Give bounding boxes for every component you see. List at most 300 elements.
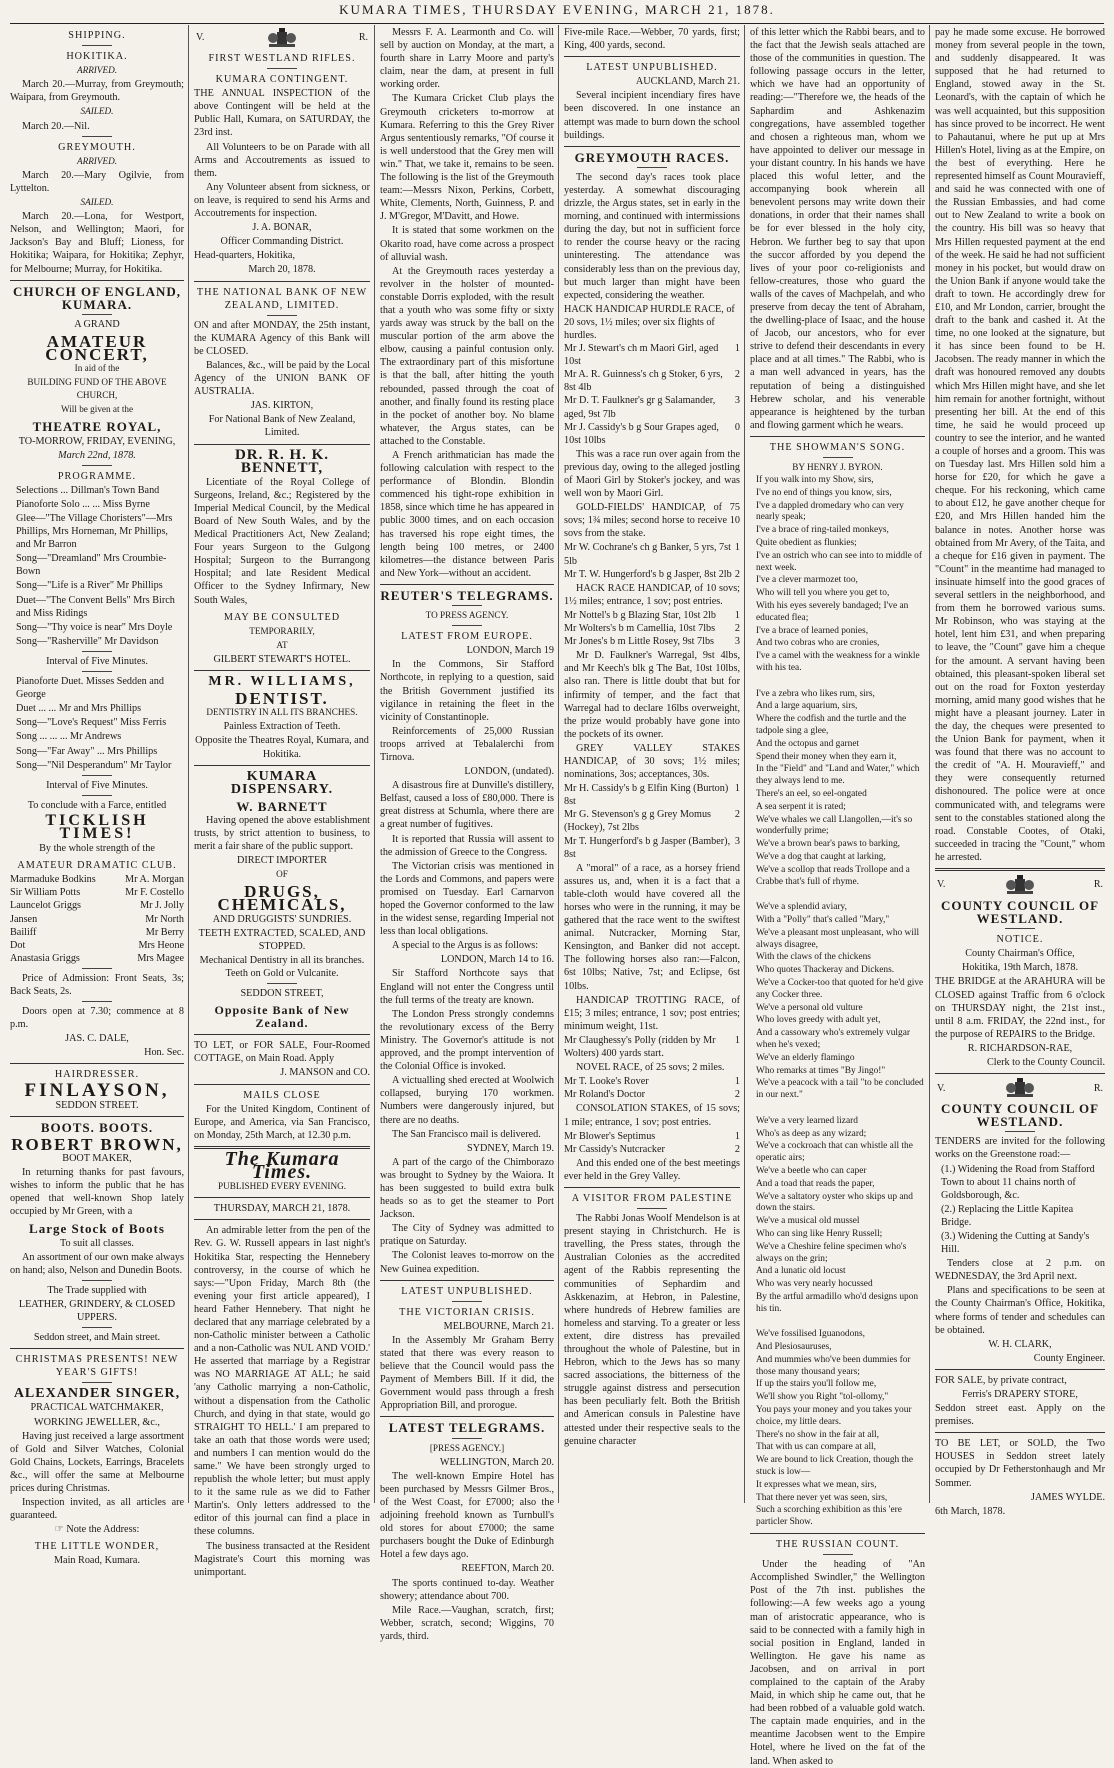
- drapery-store: Ferris's DRAPERY STORE,: [962, 1389, 1078, 1400]
- programme-item: Song—"Nil Desperandum" Mr Taylor: [16, 759, 172, 771]
- sailed-label: SAILED.: [80, 106, 114, 117]
- of-line: OF: [276, 869, 288, 880]
- greymouth-sailings: March 20.—Lona, for Westport, Nelson, and Wellington; Maori, for Jackson's Bay and Bluff; Lioness, for Hokitika; Waipara, for Hokitika; Zephyr, for Melbourne; Murray, for Hokitika.: [10, 211, 184, 275]
- christmas-heading: CHRISTMAS PRESENTS! NEW YEAR'S GIFTS!: [15, 1354, 179, 1379]
- verse-line: And two cobras who are cronies,: [756, 638, 880, 649]
- verse-line: Spend their money when they earn it,: [756, 751, 897, 762]
- result-row: [564, 568, 740, 581]
- club-name: AMATEUR DRAMATIC CLUB.: [17, 860, 177, 872]
- plans-note: Plans and specifications to be seen at the County Chairman's Office, Hokitika, where forms of tender and schedules can be obtained.: [935, 1285, 1105, 1336]
- result-row: [564, 394, 740, 420]
- programme-item: Song—"Far Away" ... Mrs Phillips: [16, 745, 158, 757]
- cottage-notice: TO LET, or FOR SALE, Four-Roomed COTTAGE, on Main Road. Apply: [194, 1040, 370, 1065]
- goldfields-race: GOLD-FIELDS' HANDICAP, of 75 sovs; 1¾ miles; second horse to receive 10 sovs from the stake.: [564, 502, 740, 540]
- work-item: (2.) Replacing the Little Kapitea Bridge.: [941, 1203, 1074, 1228]
- verse-line: Who will tell you where you get to,: [756, 588, 890, 599]
- cast-row-left: Jansen: [10, 913, 38, 925]
- verse-line: That with us can compare at all,: [756, 1442, 877, 1453]
- a-grand: A GRAND: [74, 318, 120, 330]
- mails-notice: For the United Kingdom, Continent of Europe, and America, via San Francisco, on Monday, 25th March, at 12.30 p.m.: [194, 1103, 370, 1141]
- cast-row-right: Mr A. Morgan: [125, 874, 184, 886]
- verse-line: With his eyes severely bandaged; I've an educated flea;: [756, 601, 909, 623]
- programme-item: Song—"Dreamland" Mrs Croumbie-Bown: [16, 553, 167, 578]
- pointing-hand-icon: ☞: [54, 1524, 64, 1536]
- verse-line: We've a musical old mussel: [756, 1216, 860, 1227]
- reinforcements-item: Reinforcements of 25,000 Russian troops arrived at Tebalalerchi from Tirnova.: [380, 725, 554, 763]
- interval-note: Interval of Five Minutes.: [46, 655, 148, 667]
- result-row-left: Mr T. Looke's Rover: [564, 1076, 649, 1088]
- cast-row-left: Dot: [10, 939, 26, 951]
- programme-heading: PROGRAMME.: [57, 470, 137, 482]
- inspection-note: Inspection invited, as all articles are guaranteed.: [10, 1497, 184, 1522]
- cast-row-left: Launcelot Griggs: [10, 900, 82, 912]
- programme-item: Song—"Thy voice is near" Mrs Doyle: [16, 621, 173, 633]
- verse-line: That there never yet was seen, sirs,: [756, 1492, 888, 1503]
- drugs-heading: DRUGS, CHEMICALS,: [217, 882, 347, 915]
- royal-crest: V. R.: [937, 875, 1103, 895]
- verse-line: We've a Cocker-too that quoted for he'd give any Cocker three.: [756, 977, 924, 1000]
- song-verses: [750, 475, 925, 1529]
- result-row-left: HACK HANDICAP HURDLE RACE, of 20 sovs, 1½ miles; over six flights of hurdles.: [564, 303, 735, 341]
- mechanical-line: Mechanical Dentistry in all its branches. Teeth on Gold or Vulcanite.: [199, 954, 365, 979]
- wylde-name: JAMES WYLDE.: [1031, 1491, 1105, 1503]
- reefton-dateline: REEFTON, March 20.: [461, 1563, 554, 1575]
- aid-line: In aid of the: [74, 363, 120, 374]
- consulted-line: MAY BE CONSULTED: [223, 611, 341, 623]
- verse-line: We'll show you Right "tol-ollomy,": [756, 1392, 889, 1403]
- column-divider: [374, 25, 375, 1503]
- auction-note: Messrs F. A. Learmonth and Co. will sell by auction on Monday, at the mart, a fourth share in Larry Moore and party's claim, near the dam, at present in full working order.: [380, 27, 554, 91]
- rifles-heading: FIRST WESTLAND RIFLES.: [208, 53, 356, 64]
- bank-notice: ON and after MONDAY, the 25th instant, the KUMARA Agency of this Bank will be CLOSED.: [194, 319, 370, 357]
- result-row-left: Mr Cassidy's Nutcracker: [564, 1143, 665, 1155]
- bank-heading: THE NATIONAL BANK OF NEW ZEALAND, LIMITED.: [196, 286, 368, 311]
- press-item: The London Press strongly condemns the revolutionary excess of the Berry Ministry. The Governor's attitude is not approved, and the prompt intervention of the Colonial Office is invoked.: [380, 1008, 554, 1073]
- suit-classes: To suit all classes.: [60, 1237, 134, 1249]
- verse-line: [756, 1103, 925, 1115]
- verse-line: If you walk into my Show, sirs,: [756, 475, 874, 486]
- finlayson-name: FINLAYSON,: [24, 1079, 170, 1101]
- assortment-note: An assortment of our own make always on hand; also, Nelson and Dunedin Boots.: [10, 1251, 184, 1276]
- verse-line: Where the codfish and the turtle and the tadpole sing a glee,: [756, 714, 907, 737]
- result-row-right: 3: [734, 835, 740, 847]
- visitor-article: The Rabbi Jonas Woolf Mendelson is at present staying in Christchurch. He is travelling, the Press states, through the Australian Colonies as the accredited agent of the Rabbis representing the communities of Sephardim and Askkenazim, at Hebron, in Palestine, where hundreds of Hebrew families are homeless and starving. To a greater or less extent, dire distress has prevailed throughout the whole of Palestine, but in Hebron, which to the Jews has so many sacred associations, the bitterness of the struggle against distress and persecution has been peculiarly felt. Both the British and American consuls in Palestine have attested under their respective seals to the genuine character: [564, 1213, 740, 1447]
- column-divider: [558, 25, 559, 1503]
- farce-intro: To conclude with a Farce, entitled: [27, 799, 167, 811]
- result-row-left: Mr Wolters's b m Camellia, 10st 7lbs: [564, 623, 716, 635]
- sailed-label: SAILED.: [80, 197, 114, 208]
- importer-line: DIRECT IMPORTER: [236, 855, 328, 867]
- verse-line: We've a scollop that reads Trollope and a Crabbe that's full of rhyme.: [756, 864, 910, 887]
- hairdresser-heading: HAIRDRESSER.: [54, 1069, 140, 1081]
- little-wonder-name: THE LITTLE WONDER,: [34, 1541, 160, 1553]
- leader-article: An admirable letter from the pen of the Rev. G. W. Russell appears in last night's Hokitika Star, respecting the Hennebery controversy, in the course of which he says:—"Upon Friday, March 8th (the evening your first article appeared), I heard Father Hennebery. That night he declared that any marriage celebrated by a non-Catholic minister between a Catholic and a non-Catholic was NUL AND VOID.' He asserted that marriage by a Registrar was NO MARRIAGE AT ALL; he said 'any Catholic marrying a non-Catholic, without a dispensation from the Catholic Church, and dying in that state, would go STRAIGHT TO HELL.' I am prepared to take an oath that those words were used; and numbers I can mention would do the same." We have been strongly urged to republish the whole letter; but must apply to it the same rule as we did to Father Martin's. Only letters addressed to the editor of this journal can find a place in these columns.: [194, 1225, 370, 1538]
- concert-when: TO-MORROW, FRIDAY, EVENING,: [18, 435, 176, 447]
- result-row: [564, 808, 740, 834]
- verse-line: In the "Field" and "Land and Water," which they always lend to me.: [756, 764, 920, 787]
- programme-item: Glee—"The Village Choristers"—Mrs Phillips, Mrs Horneman, Mr Phillips, and Mr Barron: [16, 513, 173, 551]
- hokitika-arrivals: March 20.—Murray, from Greymouth; Waipara, from Greymouth.: [10, 79, 184, 104]
- result-row-left: Mr Blower's Septimus: [564, 1130, 656, 1142]
- clerk-name: R. RICHARDSON-RAE,: [967, 1042, 1073, 1054]
- result-row-right: 0: [734, 421, 740, 433]
- result-row-left: Mr Jones's b m Little Rosey, 9st 7lbs: [564, 636, 715, 648]
- result-row-left: Mr T. W. Hungerford's b g Jasper, 8st 2lb: [564, 568, 732, 580]
- verse-line: And mummies who've been dummies for those many thousand years;: [756, 1354, 911, 1377]
- cast-row-right: Mrs Heone: [138, 939, 184, 951]
- verse-line: We've a brown bear's paws to barking,: [756, 839, 900, 850]
- cast-row: [10, 913, 184, 926]
- column-divider: [929, 25, 930, 1503]
- tenders-notice: TENDERS are invited for the following works on the Greenstone road:—: [935, 1136, 1105, 1161]
- bennett-heading: DR. R. H. K. BENNETT,: [234, 446, 330, 476]
- result-row-right: 2: [734, 623, 740, 635]
- result-row-right: [737, 303, 740, 342]
- verse-line: We've fossilised Iguanodons,: [756, 1329, 865, 1340]
- column-4: [560, 25, 744, 1503]
- singer-notice: Having just received a large assortment of Gold and Silver Watches, Colonial Gold Chains, Lockets, Earrings, Bracelets &c., will offer the same at Melbourne prices during Christmas.: [10, 1430, 184, 1494]
- northcote-item: In the Commons, Sir Stafford Northcote, in replying to a question, said the British Government justified its vigilance in retaining the fleet in the vicinity of Constantinople.: [380, 659, 554, 723]
- hokitika-sailings: March 20.—Nil.: [22, 120, 90, 132]
- column-5: [746, 25, 929, 1767]
- result-row: Mr Claughessy's Polly (ridden by Mr Wolters) 400 yards start. 1: [564, 1034, 740, 1060]
- masthead: KUMARA TIMES, THURSDAY EVENING, MARCH 21, 1878.: [339, 2, 775, 17]
- verse-line: We've a saltatory oyster who skips up and down the stairs.: [756, 1191, 913, 1214]
- hack-note: This was a race run over again from the previous day, owing to the alleged jostling of Maori Girl by Stoker's jockey, and was well won by Maori Girl.: [564, 448, 740, 500]
- secretary-title: Hon. Sec.: [144, 1047, 184, 1059]
- royal-crest: V. R.: [196, 28, 368, 48]
- opposite-theatres: Opposite the Theatres Royal, Kumara, and Hokitika.: [195, 735, 369, 760]
- dentist-title: DENTIST.: [235, 689, 329, 709]
- programme-item: Song—"Rasherville" Mr Davidson: [16, 635, 159, 647]
- sale-notice: FOR SALE, by private contract,: [935, 1374, 1067, 1386]
- arrived-label: ARRIVED.: [76, 155, 118, 166]
- races-report: The second day's races took place yesterday. A somewhat discouraging drizzle, the Argus states, set in early in the morning, and continued with intermissions during the day, but not in sufficient force to render the course heavy or the racing uninteresting. The attendance was considerably less than on the previous day, but much larger than might have been expected, considering the weather.: [564, 171, 740, 301]
- works-list: [935, 1163, 1105, 1257]
- song-heading: THE SHOWMAN'S SONG.: [769, 441, 906, 453]
- programme-part-1: [10, 484, 184, 648]
- auckland-dateline: AUCKLAND, March 21.: [635, 76, 740, 88]
- result-row: [564, 368, 740, 394]
- colonist-item: The Colonist leaves to-morrow on the New Guinea expedition.: [380, 1250, 554, 1275]
- result-row: [564, 303, 740, 342]
- count-heading: THE RUSSIAN COUNT.: [775, 1539, 900, 1551]
- result-row-right: 1: [734, 783, 740, 795]
- verse-line: We've a very learned lizard: [756, 1115, 858, 1126]
- engineer-name: W. H. CLARK,: [988, 1338, 1052, 1350]
- grey-valley-race: GREY VALLEY STAKES HANDICAP, of 30 sovs; 1½ miles; nominations, 3os; acceptances, 30s.: [564, 742, 740, 781]
- robert-brown-name: ROBERT BROWN,: [11, 1134, 183, 1154]
- result-row: [564, 342, 740, 368]
- verse-line: You pays your money and you takes your choice, my little dears.: [756, 1405, 912, 1427]
- verse-line: By the artful armadillo who'd designs upon his tin.: [756, 1291, 919, 1314]
- congress-item: Sir Stafford Northcote says that England will not enter the Congress until the full terms of the treaty are known.: [380, 968, 554, 1006]
- consolation-race: CONSOLATION STAKES, of 15 sovs; 1 mile; entrance, 1 sov; post entries.: [564, 1103, 740, 1128]
- contingent-heading: KUMARA CONTINGENT.: [215, 74, 349, 86]
- bootmaker-title: BOOT MAKER,: [62, 1152, 132, 1164]
- teeth-line: TEETH EXTRACTED, SCALED, AND STOPPED.: [198, 927, 366, 952]
- temporarily-line: TEMPORARILY,: [249, 625, 315, 636]
- cast-row: [10, 926, 184, 939]
- verse-line: And the octopus and garnet: [756, 738, 860, 749]
- consolation-results: [564, 1130, 740, 1156]
- hokitika-heading: HOKITIKA.: [66, 51, 128, 63]
- verse-line: And a toad that reads the paper,: [756, 1178, 875, 1189]
- chimborazo-item: A part of the cargo of the Chimborazo was brought to Sydney by the Waiora. It has been suggested to build extra bulk heads so as to get the steamer to Port Jackson.: [380, 1156, 554, 1221]
- gilbert-hotel: GILBERT STEWART'S HOTEL.: [213, 653, 351, 665]
- result-row-right: 2: [734, 369, 740, 381]
- interval-note: Interval of Five Minutes.: [46, 779, 148, 791]
- result-row-right: 3: [734, 636, 740, 648]
- published-line: PUBLISHED EVERY EVENING.: [217, 1181, 347, 1192]
- result-row-right: 1: [734, 1076, 740, 1088]
- cast-list: [10, 873, 184, 965]
- programme-item: Selections ... Dillman's Town Band: [16, 484, 160, 496]
- leather-goods: LEATHER, GRINDERY, & CLOSED UPPERS.: [18, 1298, 176, 1323]
- blondin-note: A French arithmatician has made the following calculation with respect to the performance of Blondin. Blondin commenced his tight-rope exhibition in 1858, since which time he has appeared in public 3000 times, and on each occasion has traversed his rope eight times, the length being 100 metres, or 2400 kilometres—the distance between Paris and New York—without an accident.: [380, 450, 554, 579]
- trotting-race: HANDICAP TROTTING RACE, of £15; 3 miles; entrance, 1 sov; post entries; minimum weight, 11st.: [564, 994, 740, 1032]
- verse-line: If up the stairs you'll follow me,: [756, 1379, 877, 1390]
- concert-title: AMATEUR CONCERT,: [45, 331, 149, 364]
- cast-row-left: Bailiff: [10, 926, 37, 938]
- barnett-name: W. BARNETT: [236, 798, 328, 814]
- result-row-left: Mr D. T. Faulkner's gr g Salamander, aged, 9st 7lb: [564, 395, 716, 420]
- royal-arms-icon: [263, 28, 301, 48]
- verse-line: We've a cockroach that can whistle all the operatic airs;: [756, 1141, 913, 1164]
- cast-row-right: Mr Berry: [145, 926, 184, 938]
- result-row: [564, 782, 740, 808]
- arrived-label: ARRIVED.: [76, 65, 118, 76]
- column-6: [931, 25, 1109, 1517]
- verse-line: We've a splendid aviary,: [756, 902, 847, 913]
- doors-time: Doors open at 7.30; commence at 8 p.m.: [10, 1006, 184, 1031]
- programme-item: Song—"Life is a River" Mr Phillips: [16, 580, 163, 592]
- verse-line: We've an elderly flamingo: [756, 1052, 855, 1063]
- cast-row-right: Mr F. Costello: [125, 887, 184, 899]
- result-row: [564, 421, 740, 447]
- verse-line: I've a dappled dromedary who can very nearly speak;: [756, 500, 904, 523]
- clerk-title: Clerk to the County Council.: [987, 1057, 1105, 1069]
- verse-line: And Plesiosauruses,: [756, 1342, 832, 1353]
- williams-heading: MR. WILLIAMS,: [208, 674, 356, 690]
- painless-line: Painless Extraction of Teeth.: [223, 721, 341, 733]
- verse-line: I've a zebra who likes rum, sirs,: [756, 688, 875, 699]
- cast-row: [10, 899, 184, 912]
- by-whole: By the whole strength of the: [39, 843, 155, 855]
- dentistry-line: DENTISTRY IN ALL ITS BRANCHES.: [206, 707, 358, 718]
- verse-line: We've a peacock with a tail "to be concluded in our next.": [756, 1078, 924, 1101]
- edition-date: THURSDAY, MARCH 21, 1878.: [213, 1203, 351, 1215]
- newspaper-title: The Kumara Times.: [224, 1147, 340, 1184]
- top-rule: [10, 23, 1104, 24]
- at-line: AT: [276, 639, 288, 650]
- berry-item: In the Assembly Mr Graham Berry stated that there was every reason to believe that the Council would pass the Payment of Members Bill. If it did, the Government would pass through a fresh Appropriation Bill, and prorogue.: [380, 1334, 554, 1412]
- verse-line: Who quotes Thackeray and Dickens.: [756, 965, 895, 976]
- cast-row: [10, 886, 184, 899]
- column-divider: [188, 25, 189, 1503]
- result-row: [564, 1075, 740, 1088]
- bridge-notice: THE BRIDGE at the ARAHURA will be CLOSED against Traffic from 6 o'clock on THURSDAY night, the 21st inst., until 8 a.m. FRIDAY, the 22nd inst., for the purpose of REPAIRS to the Bridge.: [935, 976, 1105, 1040]
- visitor-heading: A VISITOR FROM PALESTINE: [571, 1192, 733, 1204]
- verse-line: There's an eel, so eel-ongated: [756, 789, 867, 800]
- pratique-item: The City of Sydney was admitted to pratique on Saturday.: [380, 1223, 554, 1248]
- verse-line: [756, 1316, 925, 1328]
- column-2: [190, 25, 374, 1578]
- kirton-name: JAS. KIRTON,: [250, 400, 314, 412]
- verse-line: And a large aquarium, sirs,: [756, 701, 858, 712]
- programme-item: Song—"Love's Request" Miss Ferris: [16, 717, 167, 729]
- verse-line: I've a camel with the weakness for a winkle with his tea.: [756, 651, 920, 674]
- work-item: (3.) Widening the Cutting at Sandy's Hill.: [941, 1230, 1090, 1256]
- theatre-name: THEATRE ROYAL,: [32, 419, 162, 435]
- reuters-heading: REUTER'S TELEGRAMS.: [380, 587, 554, 603]
- verse-line: We are bound to lick Creation, though the stuck is low—: [756, 1455, 914, 1478]
- revolver-note: At the Greymouth races yesterday a revolver in the holster of mounted-constable Dorris exploded, with the result that a youth who was some fifty or sixty yards away was struck by the ball on the muscular portion of the arm above the elbow, causing a painful contusion only. The extraordinary part of this misfortune is that the ball, after hitting the youth rebounded, passed through the coat of another, and finally found its resting place in the pocket of another boy. No blame whatever, the Argus states, can be attached to the Constable.: [380, 265, 554, 447]
- work-item: (1.) Widening the Road from Stafford Town to about 11 chains north of Goldsborough, &c.: [941, 1163, 1095, 1201]
- royal-arms-icon: [1001, 1078, 1039, 1098]
- verse-line: We've a personal old vulture: [756, 1002, 863, 1013]
- brown-notice: In returning thanks for past favours, wishes to inform the public that he has opened that well-known Shop lately occupied by Mr Green, with a: [10, 1167, 184, 1218]
- mile-race-item: Mile Race.—Vaughan, scratch, first; Webber, scratch, second; Wiggins, 70 yards, third.: [380, 1604, 554, 1642]
- unpublished-heading: LATEST UNPUBLISHED.: [586, 62, 718, 74]
- verse-line: We've whales we call Llangollen,—it's so wonderfully prime;: [756, 814, 913, 837]
- column-1: [6, 25, 188, 1567]
- london-dateline: LONDON, (undated).: [464, 766, 554, 778]
- verse-line: With the claws of the chickens: [756, 952, 871, 963]
- cricket-note: The Kumara Cricket Club plays the Greymouth cricketers to-morrow at Kumara. Referring to this the Grey River Argus sententiously remarks, "Of course it is well understood that the Grey men will win." That, we take it, remains to be seen. The following is the list of the Greymouth team:—Messrs Nixon, Perkins, Corbett, White, Clements, North, Guinness, P. and J. M'Gregor, M'Davitt, and Howe.: [380, 93, 554, 223]
- verse-line: We've a dog that caught at larking,: [756, 852, 886, 862]
- farce-title: TICKLISH TIMES!: [45, 811, 149, 842]
- novel-results: [564, 1075, 740, 1101]
- court-note: The business transacted at the Resident Magistrate's Court this morning was unimportant.: [194, 1540, 370, 1578]
- engineer-title: County Engineer.: [1033, 1352, 1105, 1364]
- verse-line: Who can sing like Henry Russell;: [756, 1228, 883, 1239]
- result-row-right: 1: [734, 1130, 740, 1142]
- result-row-left: Mr J. Cassidy's b g Sour Grapes aged, 10st 10lbs: [564, 421, 719, 446]
- verse-line: I've a brace of learned ponies,: [756, 625, 869, 636]
- result-row-left: Mr H. Cassidy's b g Elfin King (Burton) 8st: [564, 783, 729, 808]
- druggists-line: AND DRUGGISTS' SUNDRIES.: [212, 913, 352, 925]
- result-row: [564, 1143, 740, 1156]
- cast-row: [10, 952, 184, 965]
- manson-name: J. MANSON and CO.: [280, 1067, 370, 1079]
- hurdle-results: [564, 303, 740, 447]
- greymouth-arrivals: March 20.—Mary Ogilvie, from Lyttelton.: [10, 169, 184, 194]
- result-row-right: 1: [734, 609, 740, 621]
- council-heading: COUNTY COUNCIL OF WESTLAND.: [940, 1101, 1100, 1130]
- royal-crest: V. R.: [937, 1078, 1103, 1098]
- verse-line: We've a pleasant most unpleasant, who will always disagree,: [756, 927, 920, 950]
- cast-row: [10, 873, 184, 886]
- europe-heading: LATEST FROM EUROPE.: [401, 631, 533, 643]
- verse-line: We've a beetle who can caper: [756, 1165, 867, 1176]
- column-divider: [744, 25, 745, 1503]
- opposite-bank: Opposite Bank of New Zealand.: [214, 1003, 350, 1031]
- russia-item: It is reported that Russia will assent to the admission of Greece to the Congress.: [380, 833, 554, 858]
- races-heading: GREYMOUTH RACES.: [574, 149, 730, 165]
- programme-part-2: [10, 675, 184, 772]
- press-agency-line: [PRESS AGENCY.]: [429, 1442, 505, 1453]
- rabbi-article-cont: of this letter which the Rabbi bears, and to the fact that the Jewish seals attached are those of the communities in question. The following passage occurs in the letter, which we have had an opportunity of reading:—"Therefore we, the heads of the Saphardim and Ashkenazim congregations, have assembled together and chosen a righteous man, whom we have appointed to deliver our message in your distant country. In his hands we have placed this woful letter, and the accompanying book wherein all benevolent persons may write down their donations, in order that their names shall be for ever blessed in the holy city, Hebron. We further beg to say that upon the succor afforded by you depend the lives of your poor co-religionists and fellow-creatures, those who guard the walls of the caves of Machpelah, and who preserve from decay the tent of Abraham, the dwelling-place of Isaac, and the house of Jacob, our ancestors, who for ever strive to defend their descendants in every place and at all times." The Rabbi, who is a man well advanced in years, has the reputation of being a distinguished Hebrew scholar, and his venerable appearance is heightened by the turban and flowing garment which he wears.: [750, 27, 925, 431]
- houses-notice: TO BE LET, or SOLD, the Two HOUSES in Seddon street lately occupied by Dr Fetherstonhaugh and Mr Sommer.: [935, 1438, 1105, 1489]
- headquarters: Head-quarters, Hokitika,: [194, 250, 295, 262]
- notice-heading: NOTICE.: [996, 934, 1044, 946]
- shed-item: A victualling shed erected at Woolwich collapsed, burying 170 workmen. Numbers were dangerously injured, but there are no deaths.: [380, 1075, 554, 1126]
- verse-line: I've an ostrich who can see into to middle of next week.: [756, 550, 922, 573]
- wylde-date: 6th March, 1878.: [935, 1505, 1006, 1517]
- seddon-street: SEDDON STREET,: [240, 988, 324, 999]
- novel-race: NOVEL RACE, of 25 sovs; 2 miles.: [576, 1062, 725, 1074]
- verse-line: Who remarks at times "By Jingo!": [756, 1065, 886, 1076]
- result-row-right: 3: [734, 395, 740, 407]
- bennett-credentials: Licentiate of the Royal College of Surgeons, Ireland, &c.; Registered by the Imperial Medical Council, by the Medical Board of New South Wales, and by the Medical Practitioners Act, New Zealand; Four years Surgeon to the Gulgong Hospital; Surgeon to the Burrangong Hospital; and late Resident Medical Officer to the Sydney Infirmary, New South Wales,: [194, 476, 370, 606]
- verse-line: Who was very nearly hocussed: [756, 1279, 873, 1290]
- unpublished-heading: LATEST UNPUBLISHED.: [401, 1285, 533, 1297]
- royal-arms-icon: [1001, 875, 1039, 895]
- result-row-right: 2: [734, 568, 740, 580]
- mail-item: The San Francisco mail is delivered.: [392, 1128, 541, 1140]
- cast-row: [10, 939, 184, 952]
- hack-handicap-race: HACK RACE HANDICAP, of 10 sovs; 1½ miles; entrance, 1 sov; post entries.: [564, 582, 740, 607]
- concert-date: March 22nd, 1878.: [58, 449, 136, 461]
- result-row: [564, 541, 740, 567]
- victorian-crisis-heading: THE VICTORIAN CRISIS.: [399, 1306, 535, 1318]
- verse-line: It expresses what we mean, sirs,: [756, 1479, 877, 1490]
- balances-notice: Balances, &c., will be paid by the Local Agency of the UNION BANK OF AUSTRALIA.: [194, 359, 370, 398]
- special-intro: A special to the Argus is as follows:: [392, 940, 539, 952]
- verse-line: Quite obedient as flunkies;: [756, 538, 857, 549]
- five-mile-item: Five-mile Race.—Webber, 70 yards, first; King, 400 yards, second.: [564, 27, 740, 52]
- verse-line: And a lunatic old locust: [756, 1266, 846, 1277]
- chairman-date: Hokitika, 19th March, 1878.: [961, 962, 1078, 974]
- verse-line: Who loves greedy with adult yet,: [756, 1015, 881, 1026]
- kirton-title: For National Bank of New Zealand, Limited.: [208, 414, 356, 439]
- given-line: Will be given at the: [60, 404, 134, 415]
- fires-item: Several incipient incendiary fires have been discovered. In one instance an attempt was made to burn down the school buildings.: [564, 90, 740, 141]
- barnett-notice: Having opened the above establishment trusts, by strict attention to business, to merit a fair share of the public support.: [194, 814, 370, 853]
- bonar-title: Officer Commanding District.: [220, 236, 344, 248]
- greymouth-heading: GREYMOUTH.: [58, 141, 136, 153]
- tenders-close: Tenders close at 2 p.m. on WEDNESDAY, the 3rd April next.: [935, 1258, 1105, 1283]
- drapery-address: Seddon street east. Apply on the premises.: [935, 1403, 1105, 1428]
- result-row-right: 1: [734, 343, 740, 355]
- programme-item: Duet ... ... Mr and Mrs Phillips: [16, 703, 142, 715]
- verse-line: I've a clever marmozet too,: [756, 575, 858, 586]
- large-stock: Large Stock of Boots: [29, 1221, 165, 1237]
- volunteers-notice: All Volunteers to be on Parade with all Arms and Accoutrements as issued to them.: [194, 141, 370, 179]
- result-row-left: Mr Nottel's b g Blazing Star, 10st 2lb: [564, 609, 716, 621]
- cast-row-right: Mrs Magee: [137, 952, 184, 964]
- council-heading: COUNTY COUNCIL OF WESTLAND.: [940, 898, 1100, 927]
- hq-date: March 20, 1878.: [248, 264, 316, 276]
- shipping-heading: SHIPPING.: [68, 30, 126, 41]
- verse-line: And a cassowary who's extremely vulgar when he's vexed;: [756, 1028, 910, 1050]
- secretary-name: JAS. C. DALE,: [65, 1033, 129, 1045]
- finlayson-address: SEDDON STREET.: [55, 1099, 139, 1111]
- cast-row-right: Mr North: [145, 913, 184, 925]
- verse-line: There's no show in the fair at all,: [756, 1429, 880, 1440]
- result-row: [564, 635, 740, 648]
- dispensary-heading: KUMARA DISPENSARY.: [230, 768, 334, 797]
- result-row-right: 2: [734, 1143, 740, 1155]
- cast-row-left: Marmaduke Bodkins: [10, 874, 96, 886]
- result-row-left: Mr W. Cochrane's ch g Banker, 5 yrs, 7st 5lb: [564, 542, 731, 567]
- meeting-ended: And this ended one of the best meetings ever held in the Grey Valley.: [564, 1157, 740, 1182]
- watchmaker-title: PRACTICAL WATCHMAKER,: [30, 1402, 164, 1414]
- programme-item: Song ... ... ... Mr Andrews: [16, 731, 122, 743]
- programme-item: Pianoforte Solo ... ... Miss Byrne: [16, 498, 150, 510]
- count-article-cont: pay he made some excuse. He borrowed money from several people in the town, and suddenly disappeared. It was supposed that he had returned to England, stowed away in the St. Leonard's, with the captain of which he was well acquainted, but this supposition has since proved to be incorrect. He went to Pahautanui, where he put up at Mrs Hillen's Hotel, living as at the Empire, on the best of everything. Here he represented himself as Count Mouravieff, and said he was connected with one of the Russian Embassies, and had come out to New Zealand to write a book on the country. His bill was so heavy that Mrs Hillen requested payment at the end of the week. He said he had not sufficient money in his pocket, but would draw on the Union Bank if anyone would take the draft to town. He accordingly drew for £10, and Mr London, carrier, brought the draft to the bank and cashed it. At the time, no one looked at the signature, but it has since been found to be H. Jacobsen. The ready manner in which the draft was honoured removed any doubts which Mrs Hillen might have, and she let him remain for another fortnight, without presenting her bill. At the end of this time, he said he would proceed up country to see the interior, and he wanted a couple of horses and a groom. This was on Tuesday last. Mrs Hillen sold him a horse for £20, for which he gave a cheque. For his reckoning, which came to about £12, he gave another cheque for £20, and Mrs Hillen handed him the balance in notes. Another horse was obtained from Mr Avery, of the Taita, and a cheque for £16 given in payment. The "Count" in the meantime had managed to insinuate himself into the good graces of several settlers in the neighborhood, and from them he borrowed various sums. Mr Robinson, who was staying at the hotel, lent him £31, and when preparing to leave, the "Count" gave him a cheque for the amount. A servant having been obtained, this pleasant-spoken liberal set out on the road for Foxton yesterday morning, amid many good wishes that he might have a pleasant journey. Later in the day, the cheques were presented to the Union Bank for payment, when it was found that there was no account to the credit of "A. H. Mouravieff," and they were consequently returned dishonoured. The police were at once communicated with, and telegrams were sent to the constables stationed along the road. Constable Cootes, of Otaki, succeeded in tracing the "Count," whom he arrested.: [935, 27, 1105, 863]
